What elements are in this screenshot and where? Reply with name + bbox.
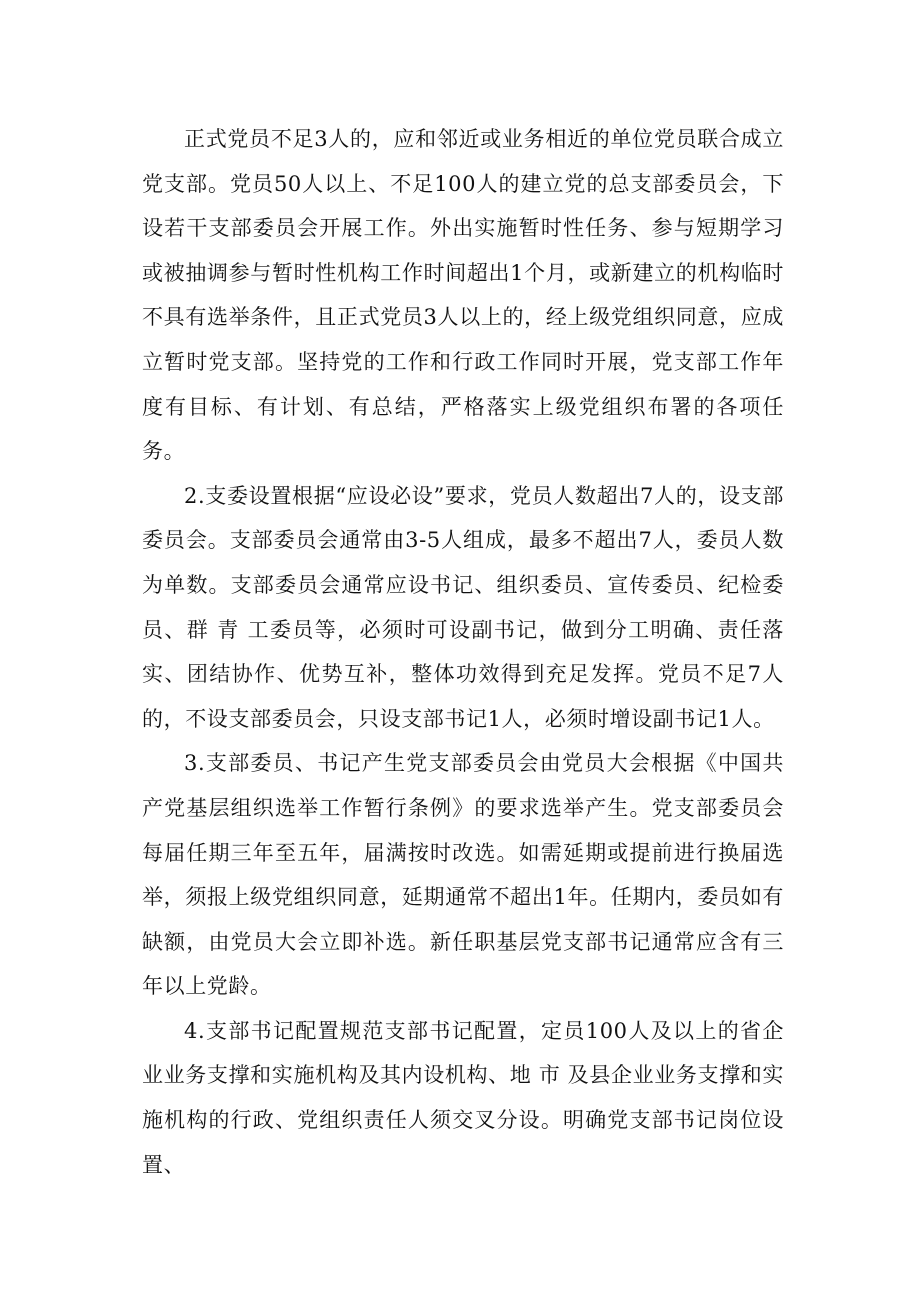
paragraph-4: 4.支部书记配置规范支部书记配置，定员100人及以上的省企业业务支撑和实施机构及其内设机构、地 市 及县企业业务支撑和实施机构的行政、党组织责任人须交叉分设。明确党支部书记岗位设置、 <box>142 1018 784 1177</box>
document-body <box>142 117 784 1187</box>
paragraph-1: 正式党员不足3人的，应和邻近或业务相近的单位党员联合成立党支部。党员50人以上、不足100人的建立党的总支部委员会，下设若干支部委员会开展工作。外出实施暂时性任务、参与短期学习或被抽调参与暂时性机构工作时间超出1个月，或新建立的机构临时不具有选举条件，且正式党员3人以上的，经上级党组织同意，应成立暂时党支部。坚持党的工作和行政工作同时开展，党支部工作年度有目标、有计划、有总结，严格落实上级党组织布署的各项任务。 <box>142 127 784 464</box>
paragraph-3: 3.支部委员、书记产生党支部委员会由党员大会根据《中国共产党基层组织选举工作暂行条例》的要求选举产生。党支部委员会每届任期三年至五年，届满按时改选。如需延期或提前进行换届选举，须报上级党组织同意，延期通常不超出1年。任期内，委员如有缺额，由党员大会立即补选。新任职基层党支部书记通常应含有三年以上党龄。 <box>142 751 784 999</box>
paragraph-2: 2.支委设置根据“应设必设”要求，党员人数超出7人的，设支部委员会。支部委员会通常由3-5人组成，最多不超出7人，委员人数为单数。支部委员会通常应设书记、组织委员、宣传委员、纪检委员、群 青 工委员等，必须时可设副书记，做到分工明确、责任落实、团结协作、优势互补，整体功效得到充足发挥。党员不足7人的，不设支部委员会，只设支部书记1人，必须时增设副书记1人。 <box>142 483 784 731</box>
